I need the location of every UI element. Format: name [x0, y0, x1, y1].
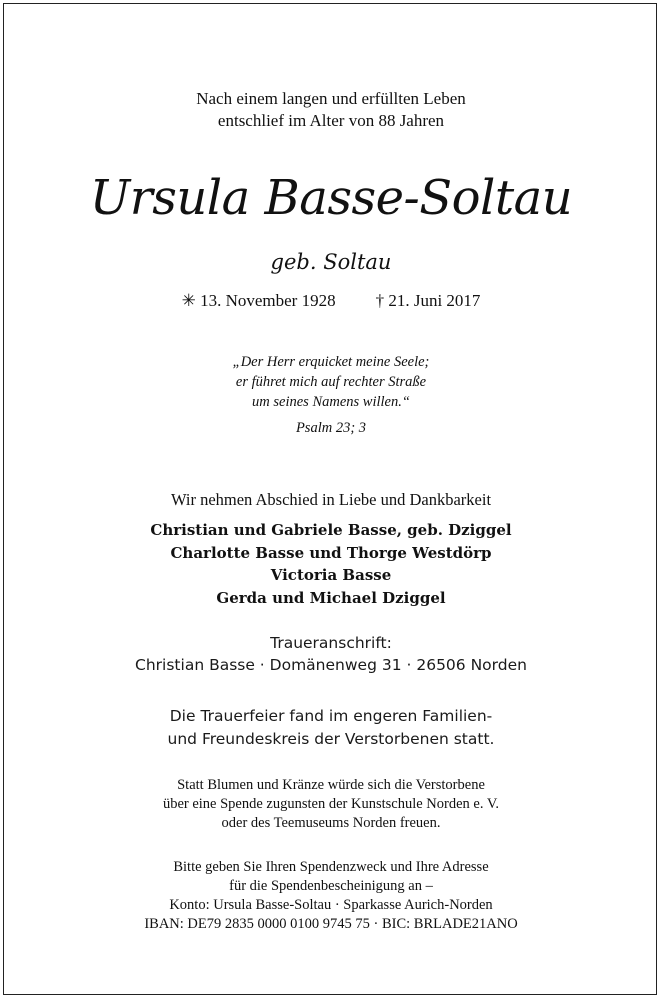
- address-line: Christian Basse · Domänenweg 31 · 26506 Norden: [135, 656, 527, 674]
- intro-line: entschlief im Alter von 88 Jahren: [217, 111, 445, 130]
- ceremony-line: und Freundeskreis der Verstorbenen statt.: [167, 730, 495, 748]
- farewell-line: Wir nehmen Abschied in Liebe und Dankbarkeit: [170, 490, 492, 509]
- birth-date: ✳ 13. November 1928: [181, 291, 336, 310]
- deceased-name: Ursula Basse-Soltau: [89, 170, 573, 226]
- bank-line: für die Spendenbescheinigung an –: [229, 878, 433, 894]
- intro-line: Nach einem langen und erfüllten Leben: [196, 89, 466, 108]
- bible-quote: [0, 352, 662, 438]
- bank-details: [0, 858, 662, 934]
- address-label: Traueranschrift:: [270, 634, 392, 652]
- death-date: † 21. Juni 2017: [375, 291, 481, 310]
- quote-line: „Der Herr erquicket meine Seele;: [232, 354, 430, 370]
- bank-line: Bitte geben Sie Ihren Spendenzweck und Ihre Adresse: [173, 859, 489, 875]
- quote-line: um seines Namens willen.“: [252, 394, 410, 410]
- bank-line: Konto: Ursula Basse-Soltau · Sparkasse Aurich-Norden: [169, 897, 493, 913]
- maiden-name: geb. Soltau: [270, 250, 392, 274]
- family-list: [0, 519, 662, 609]
- quote-line: er führet mich auf rechter Straße: [235, 374, 427, 390]
- donation-line: über eine Spende zugunsten der Kunstschule Norden e. V.: [162, 796, 500, 812]
- ceremony-line: Die Trauerfeier fand im engeren Familien-: [169, 707, 493, 725]
- family-member: Victoria Basse: [270, 566, 392, 584]
- family-member: Christian und Gabriele Basse, geb. Dziggel: [150, 521, 512, 539]
- family-member: Charlotte Basse und Thorge Westdörp: [170, 543, 492, 562]
- ceremony-note: [0, 705, 662, 751]
- donation-note: [0, 776, 662, 833]
- family-member: Gerda und Michael Dziggel: [216, 588, 446, 607]
- donation-line: oder des Teemuseums Norden freuen.: [221, 815, 441, 831]
- donation-line: Statt Blumen und Kränze würde sich die Verstorbene: [177, 777, 485, 793]
- quote-reference: Psalm 23; 3: [295, 420, 367, 436]
- mourning-address: [0, 632, 662, 676]
- life-dates: [0, 290, 662, 312]
- intro-text: [0, 88, 662, 132]
- bank-line: IBAN: DE79 2835 0000 0100 9745 75 · BIC: BRLADE21ANO: [144, 916, 518, 932]
